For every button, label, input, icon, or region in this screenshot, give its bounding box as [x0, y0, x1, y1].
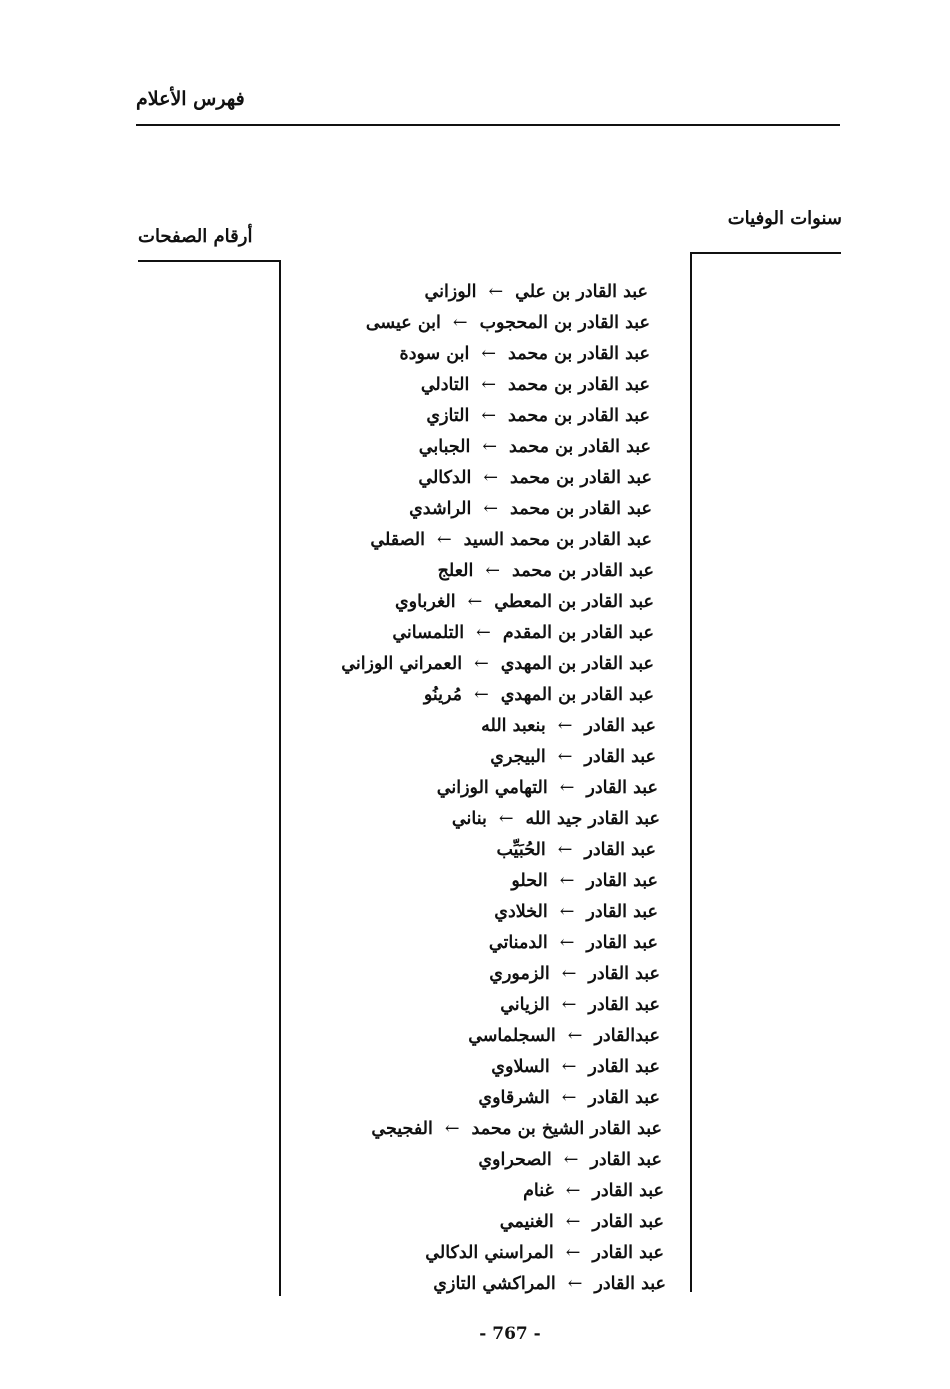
- arrow-left-icon: ←: [436, 530, 452, 550]
- arrow-left-icon: ←: [476, 623, 491, 643]
- entry-name: عبد القادر: [588, 1057, 660, 1077]
- index-entry: [300, 556, 666, 587]
- arrow-left-icon: ←: [474, 654, 489, 674]
- index-entry: [300, 835, 666, 866]
- entry-name: عبد القادر: [586, 933, 658, 953]
- arrow-left-icon: ←: [565, 1243, 581, 1263]
- entry-reference: الفجيجي: [371, 1119, 433, 1139]
- index-entry: [300, 649, 666, 680]
- entry-name: عبد القادر: [588, 995, 660, 1015]
- entry-name: عبد القادر: [592, 1243, 664, 1263]
- index-entry: [300, 1083, 666, 1114]
- entry-reference: الغنيمي: [499, 1212, 554, 1232]
- arrow-left-icon: ←: [561, 995, 577, 1015]
- entry-reference: ابن سودة: [399, 344, 470, 364]
- left-column-vertical-rule: [279, 260, 281, 1296]
- entry-name: عبد القادر: [584, 747, 656, 767]
- entry-reference: الحلو: [511, 871, 548, 891]
- index-entry: [300, 711, 666, 742]
- entry-reference: الدكالي: [418, 468, 472, 488]
- index-entry: [300, 401, 666, 432]
- entry-reference: الحُبَيِّب: [496, 840, 546, 860]
- index-entry: [300, 525, 666, 556]
- arrow-left-icon: ←: [557, 840, 573, 860]
- entry-name: عبد القادر بن محمد: [510, 499, 652, 519]
- entry-reference: المراكشي التازي: [433, 1274, 556, 1294]
- entry-reference: العمراني الوزاني: [341, 654, 463, 674]
- arrow-left-icon: ←: [498, 809, 514, 829]
- header-rule: [136, 124, 840, 126]
- entry-name: عبد القادر بن المهدي: [500, 654, 654, 674]
- arrow-left-icon: ←: [559, 778, 575, 798]
- entry-name: عبد القادر بن المحجوب: [479, 313, 650, 333]
- entry-reference: مُرينُو: [423, 685, 463, 705]
- index-entry: [300, 308, 666, 339]
- entry-reference: العلج: [437, 561, 474, 581]
- arrow-left-icon: ←: [482, 437, 498, 457]
- entry-reference: السجلماسي: [468, 1026, 556, 1046]
- arrow-left-icon: ←: [557, 716, 573, 736]
- entry-reference: الدمناتي: [488, 933, 548, 953]
- entry-name: عبد القادر بن محمد: [508, 406, 650, 426]
- arrow-left-icon: ←: [481, 344, 497, 364]
- entry-name: عبدالقادر: [594, 1026, 660, 1046]
- index-entry: [300, 618, 666, 649]
- entry-name: عبد القادر بن محمد: [508, 375, 650, 395]
- entry-name: عبد القادر: [586, 871, 658, 891]
- arrow-left-icon: ←: [481, 406, 497, 426]
- index-entry: [300, 804, 666, 835]
- entry-reference: الصحراوي: [478, 1150, 552, 1170]
- entry-reference: بناني: [451, 809, 487, 829]
- right-column-vertical-rule: [690, 252, 692, 1292]
- entry-name: عبد القادر: [592, 1212, 664, 1232]
- index-entry: [300, 370, 666, 401]
- entry-reference: التازي: [426, 406, 470, 426]
- entry-name: عبد القادر الشيخ بن محمد: [471, 1119, 662, 1139]
- arrow-left-icon: ←: [452, 313, 468, 333]
- entry-reference: المراسني الدكالي: [425, 1243, 554, 1263]
- entry-reference: الصقلي: [370, 530, 425, 550]
- entry-name: عبد القادر: [592, 1181, 664, 1201]
- entry-reference: الوزاني: [424, 282, 477, 302]
- arrow-left-icon: ←: [561, 1088, 577, 1108]
- arrow-left-icon: ←: [467, 592, 483, 612]
- entry-name: عبد القادر: [590, 1150, 662, 1170]
- index-entry: [300, 1238, 666, 1269]
- arrow-left-icon: ←: [563, 1150, 579, 1170]
- entry-reference: الزياني: [500, 995, 550, 1015]
- index-entry: [300, 990, 666, 1021]
- entry-reference: الزموري: [489, 964, 550, 984]
- entry-name: عبد القادر: [594, 1274, 666, 1294]
- death-years-column-label: سنوات الوفيات: [727, 208, 842, 229]
- entry-reference: التهامي الوزاني: [436, 778, 548, 798]
- index-entry: [300, 866, 666, 897]
- arrow-left-icon: ←: [488, 282, 504, 302]
- index-entry: [300, 959, 666, 990]
- index-entry: [300, 680, 666, 711]
- entry-name: عبد القادر بن محمد: [512, 561, 654, 581]
- entry-name: عبد القادر بن محمد السيد: [463, 530, 652, 550]
- entry-name: عبد القادر بن المعطي: [494, 592, 654, 612]
- entry-reference: التادلي: [420, 375, 470, 395]
- index-entry: [300, 1176, 666, 1207]
- entry-reference: غنام: [523, 1181, 554, 1201]
- index-entry: [300, 277, 666, 308]
- index-entry: [300, 1021, 666, 1052]
- arrow-left-icon: ←: [565, 1181, 581, 1201]
- arrow-left-icon: ←: [483, 468, 499, 488]
- arrow-left-icon: ←: [559, 933, 575, 953]
- entry-name: عبد القادر: [586, 902, 658, 922]
- arrow-left-icon: ←: [481, 375, 497, 395]
- left-column-top-rule: [138, 260, 281, 262]
- entry-name: عبد القادر بن محمد: [510, 468, 652, 488]
- entry-name: عبد القادر: [584, 840, 656, 860]
- entry-name: عبد القادر: [584, 716, 656, 736]
- index-entry: [300, 494, 666, 525]
- arrow-left-icon: ←: [485, 561, 501, 581]
- index-entry: [300, 897, 666, 928]
- index-entry: [300, 1145, 666, 1176]
- arrow-left-icon: ←: [561, 964, 577, 984]
- page-numbers-column-label: أرقام الصفحات: [138, 226, 253, 247]
- entry-reference: الخلادي: [494, 902, 548, 922]
- entry-name: عبد القادر بن محمد: [509, 437, 651, 457]
- index-entry: [300, 1052, 666, 1083]
- index-entry: [300, 742, 666, 773]
- arrow-left-icon: ←: [559, 871, 575, 891]
- arrow-left-icon: ←: [567, 1026, 583, 1046]
- entry-reference: بنعبد الله: [481, 716, 546, 736]
- index-entry: [300, 587, 666, 618]
- index-entry: [300, 1269, 666, 1300]
- index-entry: [300, 1114, 666, 1145]
- index-entry: [300, 1207, 666, 1238]
- entry-reference: ابن عيسى: [365, 313, 441, 333]
- entry-name: عبد القادر بن علي: [515, 282, 648, 302]
- entry-name: عبد القادر: [586, 778, 658, 798]
- arrow-left-icon: ←: [483, 499, 499, 519]
- entry-reference: الجبابي: [418, 437, 471, 457]
- entry-name: عبد القادر جيد الله: [525, 809, 660, 829]
- arrow-left-icon: ←: [567, 1274, 583, 1294]
- entry-name: عبد القادر بن المهدي: [500, 685, 654, 705]
- index-entry: [300, 432, 666, 463]
- entry-reference: السلاوي: [491, 1057, 550, 1077]
- entry-reference: الراشدي: [409, 499, 472, 519]
- index-entry: [300, 928, 666, 959]
- arrow-left-icon: ←: [561, 1057, 577, 1077]
- index-entry: [300, 339, 666, 370]
- arrow-left-icon: ←: [559, 902, 575, 922]
- page-number: - 767 -: [479, 1324, 541, 1344]
- page-header-title: فهرس الأعلام: [136, 88, 245, 110]
- entry-reference: التلمساني: [392, 623, 465, 643]
- arrow-left-icon: ←: [565, 1212, 581, 1232]
- entry-name: عبد القادر بن المقدم: [502, 623, 654, 643]
- entry-name: عبد القادر: [588, 964, 660, 984]
- right-column-top-rule: [690, 252, 841, 254]
- arrow-left-icon: ←: [557, 747, 573, 767]
- arrow-left-icon: ←: [444, 1119, 460, 1139]
- entry-reference: الغرباوي: [394, 592, 456, 612]
- entry-reference: البيجري: [490, 747, 546, 767]
- entry-reference: الشرقاوي: [478, 1088, 550, 1108]
- index-entry: [300, 773, 666, 804]
- entry-name: عبد القادر بن محمد: [508, 344, 650, 364]
- index-entry: [300, 463, 666, 494]
- arrow-left-icon: ←: [474, 685, 489, 705]
- entry-name: عبد القادر: [588, 1088, 660, 1108]
- index-entries-list: [300, 277, 666, 1300]
